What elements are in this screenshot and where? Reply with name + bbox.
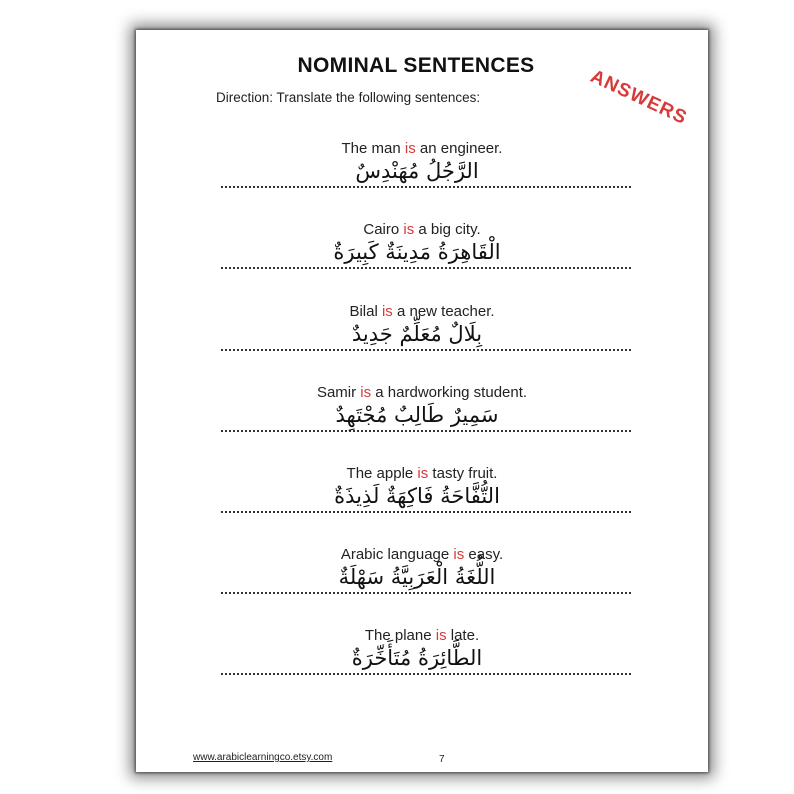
- verb-highlight: is: [403, 221, 415, 238]
- direction-text: Direction: Translate the following sentences:: [216, 90, 481, 105]
- arabic-answer: الْقَاهِرَةُ مَدِينَةٌ كَبِيرَةٌ: [333, 240, 501, 264]
- answer-line: [221, 186, 631, 188]
- answer-line: [221, 511, 631, 513]
- verb-highlight: is: [435, 627, 447, 644]
- sentence-item-3: [136, 303, 708, 383]
- answer-line: [221, 673, 631, 675]
- verb-highlight: is: [381, 303, 393, 320]
- english-sentence: The man is an engineer.: [341, 140, 503, 157]
- page-title: NOMINAL SENTENCES: [297, 54, 535, 77]
- arabic-answer: اللُّغَةُ الْعَرَبِيَّةُ سَهْلَةٌ: [338, 565, 496, 589]
- sentence-item-1: [136, 140, 708, 220]
- answer-line: [221, 349, 631, 351]
- arabic-answer: التُّفَّاحَةُ فَاكِهَةٌ لَذِيذَةٌ: [334, 484, 500, 508]
- answers-stamp: ANSWERS: [587, 66, 691, 130]
- english-sentence: The plane is late.: [364, 627, 480, 644]
- verb-highlight: is: [404, 140, 416, 157]
- english-sentence: Cairo is a big city.: [363, 221, 481, 238]
- sentence-item-4: [136, 384, 708, 464]
- english-sentence: The apple is tasty fruit.: [346, 465, 498, 482]
- sentence-item-2: [136, 221, 708, 301]
- arabic-answer: سَمِيرٌ طَالِبٌ مُجْتَهِدٌ: [335, 403, 499, 427]
- verb-highlight: is: [360, 384, 372, 401]
- arabic-answer: الطَّائِرَةُ مُتَأَخِّرَةٌ: [351, 646, 483, 670]
- answer-line: [221, 430, 631, 432]
- english-sentence: Bilal is a new teacher.: [349, 303, 495, 320]
- verb-highlight: is: [417, 465, 429, 482]
- sentence-item-5: [136, 465, 708, 545]
- page-number: 7: [439, 754, 445, 765]
- arabic-answer: الرَّجُلُ مُهَنْدِسٌ: [355, 159, 479, 183]
- english-sentence: Arabic language is easy.: [340, 546, 504, 563]
- answer-line: [221, 592, 631, 594]
- verb-highlight: is: [453, 546, 465, 563]
- worksheet-page: [136, 30, 708, 772]
- sentence-item-6: [136, 546, 708, 626]
- arabic-answer: بِلَالٌ مُعَلِّمٌ جَدِيدٌ: [351, 322, 483, 346]
- english-sentence: Samir is a hardworking student.: [316, 384, 528, 401]
- answer-line: [221, 267, 631, 269]
- footer-website-link[interactable]: www.arabiclearningco.etsy.com: [193, 752, 333, 763]
- sentence-item-7: [136, 627, 708, 707]
